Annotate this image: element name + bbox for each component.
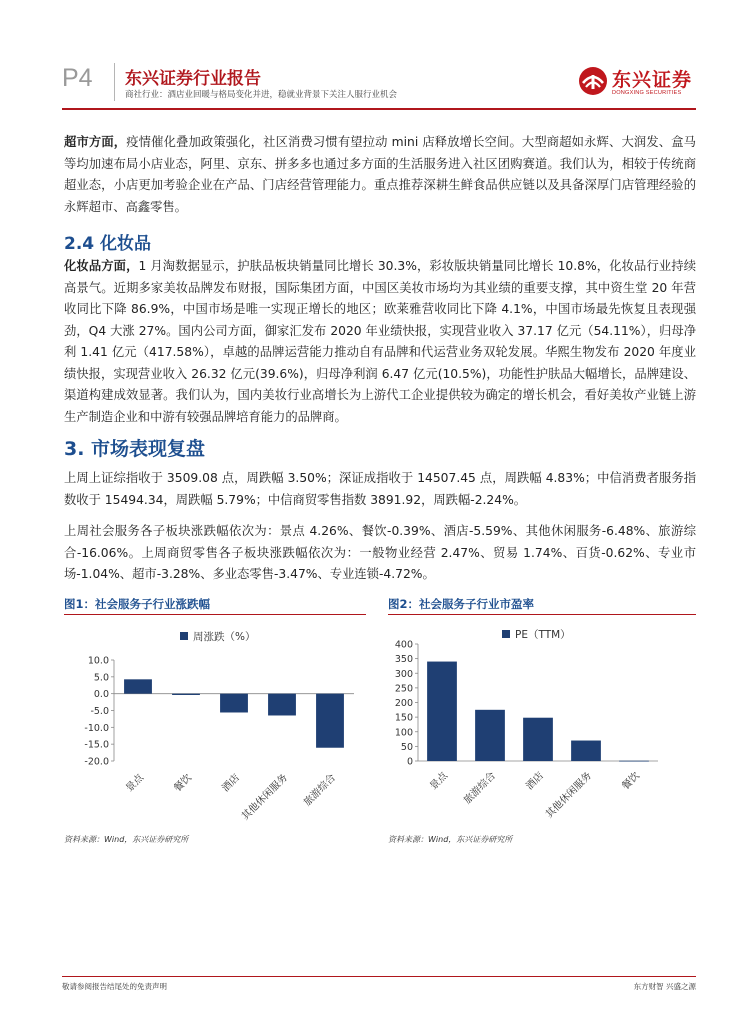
- y-tick-label: 350: [394, 654, 413, 666]
- y-tick-label: 5.0: [93, 672, 109, 684]
- legend-swatch: [180, 632, 188, 640]
- cosmetics-heading: 2.4 化妆品: [64, 234, 152, 254]
- bar-酒店: [220, 694, 248, 713]
- bar-酒店: [523, 718, 553, 761]
- market-paragraph-2: 上周社会服务各子板块涨跌幅依次为：景点 4.26%、餐饮-0.39%、酒店-5.59%、其他休闲服务-6.48%、旅游综合-16.06%。上周商贸零售各子板块涨跌幅依次为：一般物业经营 2.47%、贸易 1.74%、百货-0.62%、专业市场-1.04%、超市-3.28%、多业态零售-3.47%、专业连锁-4.72%。: [64, 524, 696, 581]
- company-logo: [578, 62, 698, 104]
- x-tick-label: 酒店: [524, 770, 547, 793]
- footer-slogan: 东方财智 兴盛之源: [633, 982, 696, 991]
- figure-1-source: 资料来源：Wind，东兴证券研究所: [64, 835, 189, 844]
- logo-mark-icon: [578, 66, 608, 96]
- logo-english: DONGXING SECURITIES: [612, 90, 682, 96]
- y-tick-label: 200: [394, 698, 413, 709]
- y-tick-label: 150: [394, 712, 413, 724]
- y-tick-label: 0.0: [93, 689, 109, 701]
- figure-1-rule: [64, 614, 366, 615]
- bar-景点: [427, 662, 457, 761]
- x-tick-label: 餐饮: [620, 770, 643, 793]
- cosmetics-lead: 化妆品方面，: [64, 259, 139, 273]
- y-tick-label: 50: [400, 741, 413, 753]
- legend-swatch: [502, 630, 510, 638]
- supermarket-text: 疫情催化叠加政策强化，社区消费习惯有望拉动 mini 店释放增长空间。大型商超如永辉、大润发、盒马等均加速布局小店业态，阿里、京东、拼多多也通过多方面的生活服务进入社区团购赛道。我们认为，相较于传统商超业态，小店更加考验企业在产品、门店经营管理能力。重点推荐深耕生鲜食品供应链以及具备深厚门店管理经验的永辉超市、高鑫零售。: [64, 135, 696, 214]
- market-heading: 3. 市场表现复盘: [64, 438, 206, 460]
- page-header: [0, 0, 755, 110]
- figure-2-rule: [388, 614, 696, 615]
- header-separator: [114, 63, 115, 101]
- x-tick-label: 旅游综合: [302, 772, 339, 809]
- y-tick-label: 300: [394, 668, 413, 680]
- bar-餐饮: [172, 694, 200, 695]
- bar-旅游综合: [316, 694, 344, 748]
- market-paragraph-1: 上周上证综指收于 3509.08 点，周跌幅 3.50%；深证成指收于 14507.45 点，周跌幅 4.83%；中信消费者服务指数收于 15494.34，周跌幅 5.79%；中信商贸零售指数 3891.92，周跌幅-2.24%。: [64, 471, 696, 507]
- chart-sector-change: [64, 618, 368, 832]
- cosmetics-text: 1 月淘数据显示，护肤品板块销量同比增长 30.3%，彩妆版块销量同比增长 10.8%，化妆品行业持续高景气。近期多家美妆品牌发布财报，国际集团方面，中国区美妆市场均为其业绩的重要支撑，其中资生堂 20 年营收同比下降 86.9%，中国市场是唯一实现正增长的地区；欧莱雅营收同比下降 4.1%，中国市场最先恢复且表现强劲，Q4 大涨 27%。国内公司方面，御家汇发布 2020 年业绩快报，实现营业收入 37.17 亿元（54.11%），归母净利 1.41 亿元（417.58%），卓越的品牌运营能力推动自有品牌和代运营业务双轮发展。华熙生物发布 2020 年度业绩快报，实现营业收入 26.32 亿元(39.6%)，归母净利润 6.47 亿元(10.5%)，功能性护肤品大幅增长，品牌建设、渠道构建成效显著。我们认为，国内美妆行业高增长为上游代工企业提供较为确定的增长机会，看好美妆产业链上游生产制造企业和中游有较强品牌培育能力的品牌商。: [64, 259, 696, 424]
- figure-1-title: 图1：社会服务子行业涨跌幅: [64, 597, 211, 611]
- x-tick-label: 其他休闲服务: [239, 772, 291, 823]
- report-subtitle: 商社行业：酒店业回暖与格局变化并进，稳就业背景下关注人服行业机会: [125, 90, 398, 100]
- y-tick-label: -15.0: [84, 739, 109, 751]
- x-tick-label: 景点: [124, 772, 147, 795]
- bar-餐饮: [619, 761, 649, 762]
- footer-disclaimer: 敬请参阅报告结尾处的免责声明: [62, 982, 167, 991]
- logo-name: 东兴证券: [612, 69, 693, 91]
- bar-旅游综合: [475, 710, 505, 761]
- y-tick-label: 400: [394, 639, 413, 651]
- figure-2-source: 资料来源：Wind，东兴证券研究所: [388, 835, 513, 844]
- y-tick-label: 0: [406, 756, 413, 768]
- chart-sector-pe: [388, 618, 696, 832]
- bar-其他休闲服务: [571, 741, 601, 761]
- x-tick-label: 旅游综合: [462, 770, 499, 807]
- y-tick-label: 10.0: [87, 655, 109, 667]
- x-tick-label: 餐饮: [172, 772, 195, 795]
- supermarket-paragraph: [64, 132, 696, 218]
- y-tick-label: 100: [394, 727, 413, 739]
- bar-其他休闲服务: [268, 694, 296, 716]
- y-tick-label: 250: [394, 683, 413, 695]
- page-number: P4: [62, 64, 93, 92]
- supermarket-lead: 超市方面，: [64, 135, 127, 149]
- legend-label: 周涨跌（%）: [193, 631, 256, 643]
- figure-2-title: 图2：社会服务子行业市盈率: [388, 597, 535, 611]
- x-tick-label: 景点: [428, 770, 451, 793]
- x-tick-label: 其他休闲服务: [543, 770, 595, 821]
- header-rule: [62, 108, 696, 110]
- x-tick-label: 酒店: [220, 772, 243, 795]
- y-tick-label: -20.0: [84, 756, 109, 768]
- legend-label: PE（TTM）: [515, 629, 571, 641]
- y-tick-label: -5.0: [90, 706, 109, 717]
- y-tick-label: -10.0: [84, 722, 109, 734]
- bar-景点: [124, 679, 152, 693]
- footer-rule: [62, 976, 696, 977]
- report-title: 东兴证券行业报告: [125, 69, 261, 89]
- cosmetics-paragraph: [64, 256, 696, 428]
